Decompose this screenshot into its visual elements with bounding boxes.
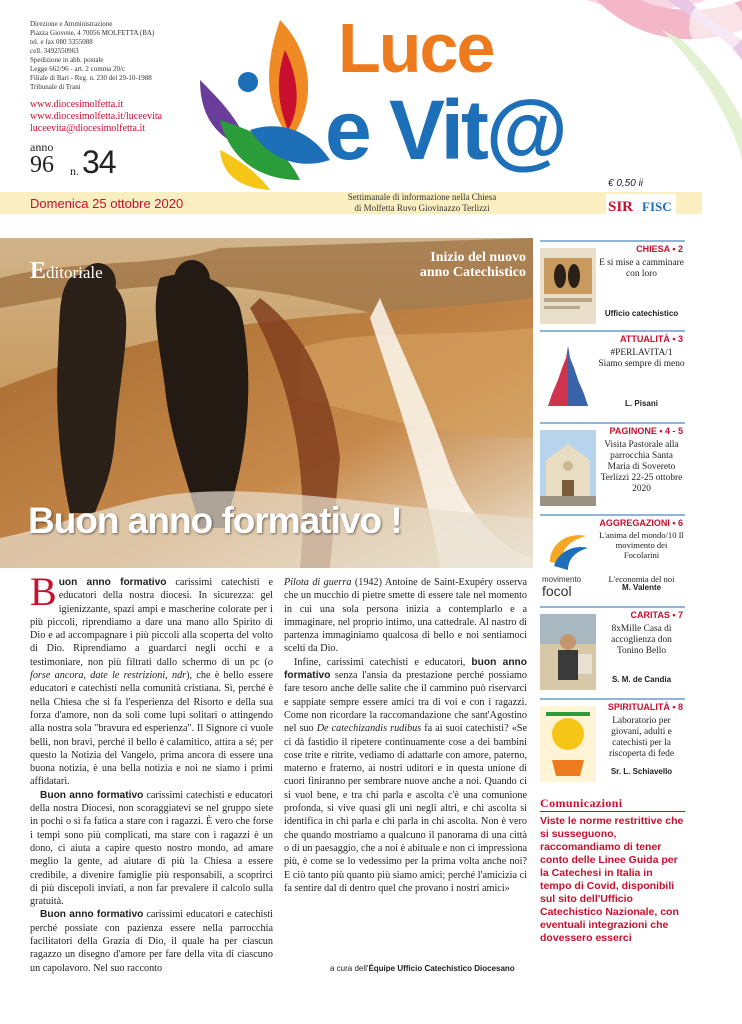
bold-phrase: uon anno formativo — [58, 577, 167, 588]
sidebar-card-aggregazioni[interactable] — [540, 514, 685, 599]
bold-phrase: Buon anno formativo — [40, 789, 144, 801]
credit-prefix: a cura dell' — [330, 964, 369, 973]
web-links — [30, 99, 162, 135]
sidebar-section-label: CHIESA • 2 — [636, 244, 683, 254]
sidebar-section-label: ATTUALITÀ • 3 — [620, 334, 683, 344]
admin-line: Tribunale di Trani — [30, 83, 81, 91]
issue-date: Domenica 25 ottobre 2020 — [30, 196, 184, 211]
sidebar-author: Ufficio catechistico — [604, 309, 679, 318]
article-paragraph — [30, 789, 273, 909]
paragraph-text: senza l'ansia da prestazione perché possiamo fare tesoro anche delle salite che il cammino può riservarci e sappiate sempre essere amici tra di voi e con i ragazzi. Come non ricordare la raccomandazione che sant'Agostino nel suo — [284, 670, 527, 735]
sidebar-section-label: SPIRITUALITÀ • 8 — [607, 702, 683, 712]
sidebar-title: Laboratorio per giovani, adulti e catechisti per la riscoperta di fede — [608, 716, 675, 759]
paragraph-text: carissimi educatori e catechisti perché possiate con pazienza essere nella parrocchia facilitatori della Grazia di Dio, il quale ha per ciascun ragazzo un disegno d'amore per fare della vita di ciascuno un capolavoro. Nel suo racconto — [30, 909, 274, 974]
admin-line: Legge 662/96 - art. 2 comma 20/c — [30, 65, 126, 73]
sidebar-card-chiesa[interactable] — [540, 240, 685, 322]
admin-line: cell. 3492550963 — [30, 47, 79, 55]
italic-phrase: Pilota di guerra — [284, 577, 352, 588]
paragraph-text: carissimi catechisti e educatori della nostra diocesi. In sicurezza: gel igienizzante, spazi ampi e mascherine colorate per i più piccoli, riprendiamo a dare una mano allo Spirito di Dio e ad accompagnare i più piccoli alla scoperta del volto di Dio. Riprendiamo a guardarci negli occhi e a testimoniare, non più filtrati dallo schermo di un pc ( — [30, 577, 273, 668]
tagline-line: Settimanale di informazione nella Chiesa — [347, 192, 497, 202]
article-paragraph — [30, 569, 273, 789]
paragraph-text: (1942) Antoine de Saint-Exupéry osserva che un mucchio di pietre smette di essere tale nel momento in cui una sola persona inizia a contemplarlo e a immaginare, nel proprio intimo, una cattedrale. Al nastro di partenza immaginiamo qualcosa di bello e noi sentiamoci scelti da Dio. — [284, 577, 527, 655]
section-label-editoriale — [30, 258, 103, 285]
anno-label: anno — [30, 140, 54, 154]
kicker-line: anno Catechistico — [419, 265, 526, 280]
admin-line: tel. e fax 080 3355088 — [30, 38, 93, 46]
website-link[interactable]: www.diocesimolfetta.it — [30, 99, 124, 110]
drop-cap: B — [30, 569, 57, 614]
kicker-line: Inizio del nuovo — [430, 250, 526, 265]
admin-line: Spedizione in abb. postale — [30, 56, 104, 64]
sidebar-title: E si mise a camminare con loro — [599, 258, 684, 279]
sidebar-author: M. Valente — [621, 583, 662, 592]
church-facade-icon — [540, 430, 596, 506]
population-pyramid-icon — [540, 338, 596, 414]
sidebar-section-label: AGGREGAZIONI • 6 — [599, 518, 683, 528]
sidebar-title: #PERLAVITA/1 Siamo sempre di meno — [598, 348, 685, 369]
sir-fisc-logo-icon — [606, 194, 676, 216]
paragraph-text: Infine, carissimi catechisti e educatori, — [294, 656, 472, 668]
website-section-link[interactable]: www.diocesimolfetta.it/luceevita — [30, 111, 163, 122]
issue-number-label: n. — [70, 164, 79, 178]
bold-phrase: Buon anno formativo — [40, 909, 144, 921]
poster-thumbnail-icon — [540, 706, 596, 782]
focolari-logo-icon — [540, 522, 596, 598]
comunicazioni-heading: Comunicazioni — [540, 796, 685, 812]
tagline-line: di Molfetta Ruvo Giovinazzo Terlizzi — [354, 203, 490, 213]
admin-line: Direzione e Amministrazione — [30, 20, 113, 28]
sidebar-title: Visita Pastorale alla parrocchia Santa Maria di Sovereto Terlizzi 22-25 ottobre 2020 — [600, 440, 683, 494]
cover-price: € 0,50 ii — [608, 178, 644, 189]
focolari-logo-top: movimento — [542, 575, 582, 584]
italic-phrase: o forse ancora, date le restrizioni, ndr — [30, 656, 273, 682]
comunicazioni-text: Viste le norme restrittive che si susseguono, raccomandiamo di tener conto delle Linee Guida per la Catechesi in Italia in tempo di Covid, disponibili sul sito dell'Ufficio Catechistico Nazionale, con eventuali integrazioni che dovessero esserci — [540, 815, 684, 944]
sidebar-card-spiritualita[interactable] — [540, 698, 685, 780]
paragraph-text: fa ai suoi catechisti? «Se ci dà fastidio il ripetere continuamente cose a dei bambini cose trite e ritrite, vediamo di adattarle con amore, paterno, materno e fraterno, ai nostri uditori e in questa unione di cuori finiranno per sembrare nuove anche a noi. Quando ci si vuol bene, e tra chi parla e ascolta c'è una comunione profonda, si vive quasi gli uni negli altri, e chi ascolta si identifica in chi parla e chi parla in chi ascolta. Non è vero che quando mostriamo a qualcuno il panorama di una città o di un paesaggio, che a noi è abituale e non ci impressiona più, è come se lo vedessimo per la prima volta anche noi? E ciò tanto più quanto più siamo amici; perché l'amicizia ci fa sentire dal di dentro quel che provano i nostri amici» — [284, 723, 527, 894]
sidebar-card-caritas[interactable] — [540, 606, 685, 688]
section-label-rest: ditoriale — [46, 263, 103, 282]
sidebar-author: L. Pisani — [625, 399, 658, 408]
admin-line: Filiale di Bari - Reg. n. 230 del 29-10-1988 — [30, 74, 152, 82]
feature-kicker — [366, 250, 526, 280]
focolari-logo-bottom: focol — [542, 583, 572, 599]
issue-number: 34 — [82, 144, 116, 180]
sidebar-author: Sr. L. Schiavello — [610, 767, 673, 776]
sidebar-card-attualita[interactable] — [540, 330, 685, 412]
sidebar-title: 8xMille Casa di accoglienza don Tonino Bello — [611, 624, 672, 656]
article-paragraph — [284, 576, 527, 656]
thumbnail-chiesa-icon — [540, 248, 596, 324]
sidebar-section-label: CARITAS • 7 — [630, 610, 683, 620]
main-headline: Buon anno formativo ! — [28, 500, 402, 541]
paragraph-text: ), che è bello essere educatori e catechisti nella comunità cristiana. Sì, perché è nella Chiesa che si fa l'esperienza del Risorto e della sua forza d'amore, non da soli come lupi solitari o attingendo alla nostra sola "bravura ed esperienza". Il Signore ci vuole belli, non bravi, perché il bello è calamitico, attira a sé; per questo la Notizia del Vangelo, prima ancora di essere una buona notizia, è una bella notizia e noi ne siamo i primi affidatari. — [30, 670, 273, 788]
logo-wordmark-luce: Luce — [338, 9, 494, 87]
logo-flame-icon — [160, 10, 340, 190]
italic-phrase: De catechizandis rudibus — [316, 723, 422, 735]
admin-line: Piazza Giovene, 4 70056 MOLFETTA (BA) — [30, 29, 155, 37]
sir-logo-text: SIR — [608, 199, 634, 215]
article-column-2 — [284, 576, 527, 950]
fisc-logo-text: FISC — [642, 199, 672, 214]
bold-phrase: buon anno formativo — [284, 656, 527, 682]
masthead — [0, 0, 702, 232]
article-paragraph — [30, 908, 273, 974]
article-column-1 — [30, 569, 274, 974]
article-paragraph — [284, 656, 527, 895]
email-link[interactable]: luceevita@diocesimolfetta.it — [30, 123, 145, 134]
credit-author: Équipe Ufficio Catechistico Diocesano — [368, 964, 515, 973]
article-credit — [330, 964, 515, 973]
section-label-initial: E — [30, 258, 47, 284]
sidebar-subtitle: L'economia del noi — [608, 574, 675, 584]
anno-number: 96 — [30, 152, 54, 178]
tagline — [322, 192, 522, 214]
sidebar-card-paginone[interactable] — [540, 422, 685, 504]
logo-wordmark-evita: e Vit@ — [325, 83, 565, 177]
sidebar-section-label: PAGINONE • 4 - 5 — [609, 426, 683, 436]
caritas-photo-icon — [540, 614, 596, 690]
sidebar-author: S. M. de Candia — [611, 675, 672, 684]
sidebar-title: L'anima del mondo/10 Il movimento dei Focolarini — [599, 530, 684, 560]
paragraph-text: carissimi catechisti e educatori della nostra Diocesi, non scoraggiatevi se nel gruppo siete in pochi o si fa fatica a stare con i ragazzi. È vero che forse i tempi sono più complicati, ma stare con i ragazzi è un dono, ci aiuta a capire questo nostro mondo, ad amare meglio la gente, ad aiutare di più la Chiesa a essere credibile, a divenire famiglie più responsabili, a scoprirci di più discepoli inviati, a non far prevalere il calcolo sulla gratuità. — [30, 789, 274, 908]
